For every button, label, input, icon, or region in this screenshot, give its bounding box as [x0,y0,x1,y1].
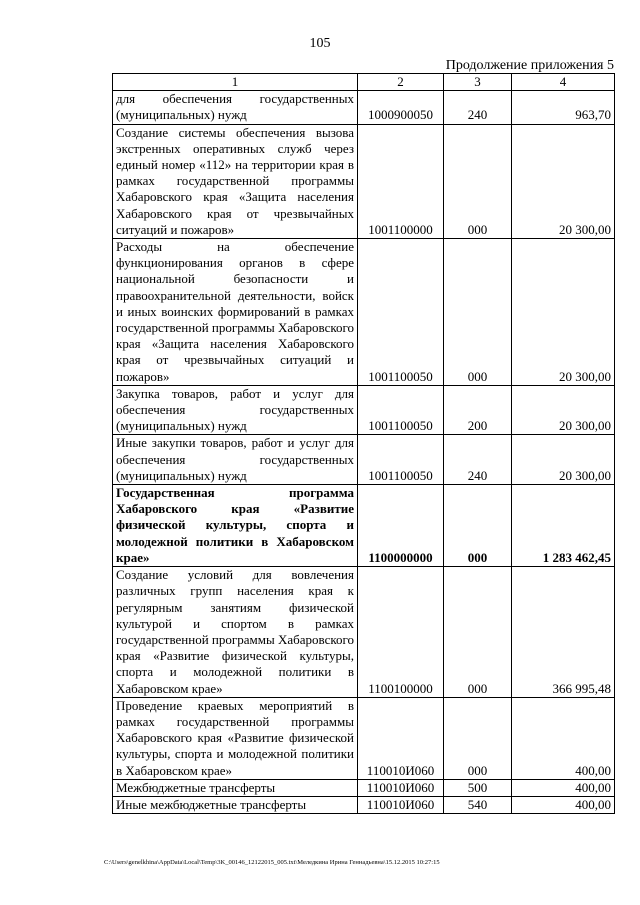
table-row [113,385,615,435]
row-description: Иные закупки товаров, работ и услуг для обеспечения государственных (муниципальных) нужд [113,435,358,485]
row-amount: 400,00 [512,796,615,813]
page-number: 105 [309,36,331,51]
table-row [113,435,615,485]
row-amount: 20 300,00 [512,239,615,386]
table-header [113,74,615,91]
row-expense-type: 240 [444,91,512,124]
header-row [113,74,615,91]
row-expense-type: 540 [444,796,512,813]
appendix-continuation-label: Продолжение приложения 5 [445,58,614,73]
column-header-type: 3 [444,74,512,91]
row-target-code: 1001100050 [358,385,444,435]
row-expense-type: 000 [444,697,512,779]
column-header-code: 2 [358,74,444,91]
table-row-program-total [113,485,615,567]
table-row [113,779,615,796]
row-amount: 20 300,00 [512,385,615,435]
row-target-code: 1000900050 [358,91,444,124]
row-description: Иные межбюджетные трансферты [113,796,358,813]
row-expense-type: 200 [444,385,512,435]
row-expense-type: 000 [444,239,512,386]
row-amount: 366 995,48 [512,567,615,698]
row-target-code: 1100000000 [358,485,444,567]
row-amount: 1 283 462,45 [512,485,615,567]
row-amount: 400,00 [512,779,615,796]
row-description: для обеспечения государственных (муниципальных) нужд [113,91,358,124]
file-path-footer: C:\Users\genelkhina\AppData\Local\Temp\3K_00146_12122015_005.txt\Меледкина Ирина Геннадьевна\15.12.2015 10:27:15 [104,859,440,866]
row-description: Межбюджетные трансферты [113,779,358,796]
table-row [113,796,615,813]
row-target-code: 110010И060 [358,697,444,779]
row-description: Проведение краевых мероприятий в рамках государственной программы Хабаровского края «Развитие физической культуры, спорта и молодежной политики в Хабаровском крае» [113,697,358,779]
table-body [113,91,615,814]
row-description: Создание системы обеспечения вызова экстренных оперативных служб через единый номер «112» на территории края в рамках государственной программы Хабаровского края «Защита населения Хабаровского края от чрезвычайных ситуаций и пожаров» [113,124,358,238]
row-description: Расходы на обеспечение функционирования органов в сфере национальной безопасности и правоохранительной деятельности, войск и иных воинских формирований в рамках государственной программы Хабаровского края «Защита населения Хабаровского края от чрезвычайных ситуаций и пожаров» [113,239,358,386]
budget-table [112,73,615,814]
table-row [113,567,615,698]
row-description: Закупка товаров, работ и услуг для обеспечения государственных (муниципальных) нужд [113,385,358,435]
row-expense-type: 000 [444,485,512,567]
row-amount: 963,70 [512,91,615,124]
table-row [113,697,615,779]
row-description: Государственная программа Хабаровского края «Развитие физической культуры, спорта и молодежной политики в Хабаровском крае» [113,485,358,567]
row-target-code: 1001100050 [358,435,444,485]
row-target-code: 1001100000 [358,124,444,238]
table-row [113,91,615,124]
table-row [113,239,615,386]
row-description: Создание условий для вовлечения различных групп населения края к регулярным занятиям физической культурой и спортом в рамках государственной программы Хабаровского края «Развитие физической культуры, спорта и молодежной политики в Хабаровском крае» [113,567,358,698]
row-amount: 400,00 [512,697,615,779]
column-header-amount: 4 [512,74,615,91]
row-amount: 20 300,00 [512,124,615,238]
row-amount: 20 300,00 [512,435,615,485]
row-expense-type: 000 [444,567,512,698]
row-expense-type: 500 [444,779,512,796]
row-target-code: 110010И060 [358,796,444,813]
row-target-code: 1100100000 [358,567,444,698]
row-target-code: 110010И060 [358,779,444,796]
table-row [113,124,615,238]
row-expense-type: 000 [444,124,512,238]
column-header-description: 1 [113,74,358,91]
row-expense-type: 240 [444,435,512,485]
row-target-code: 1001100050 [358,239,444,386]
